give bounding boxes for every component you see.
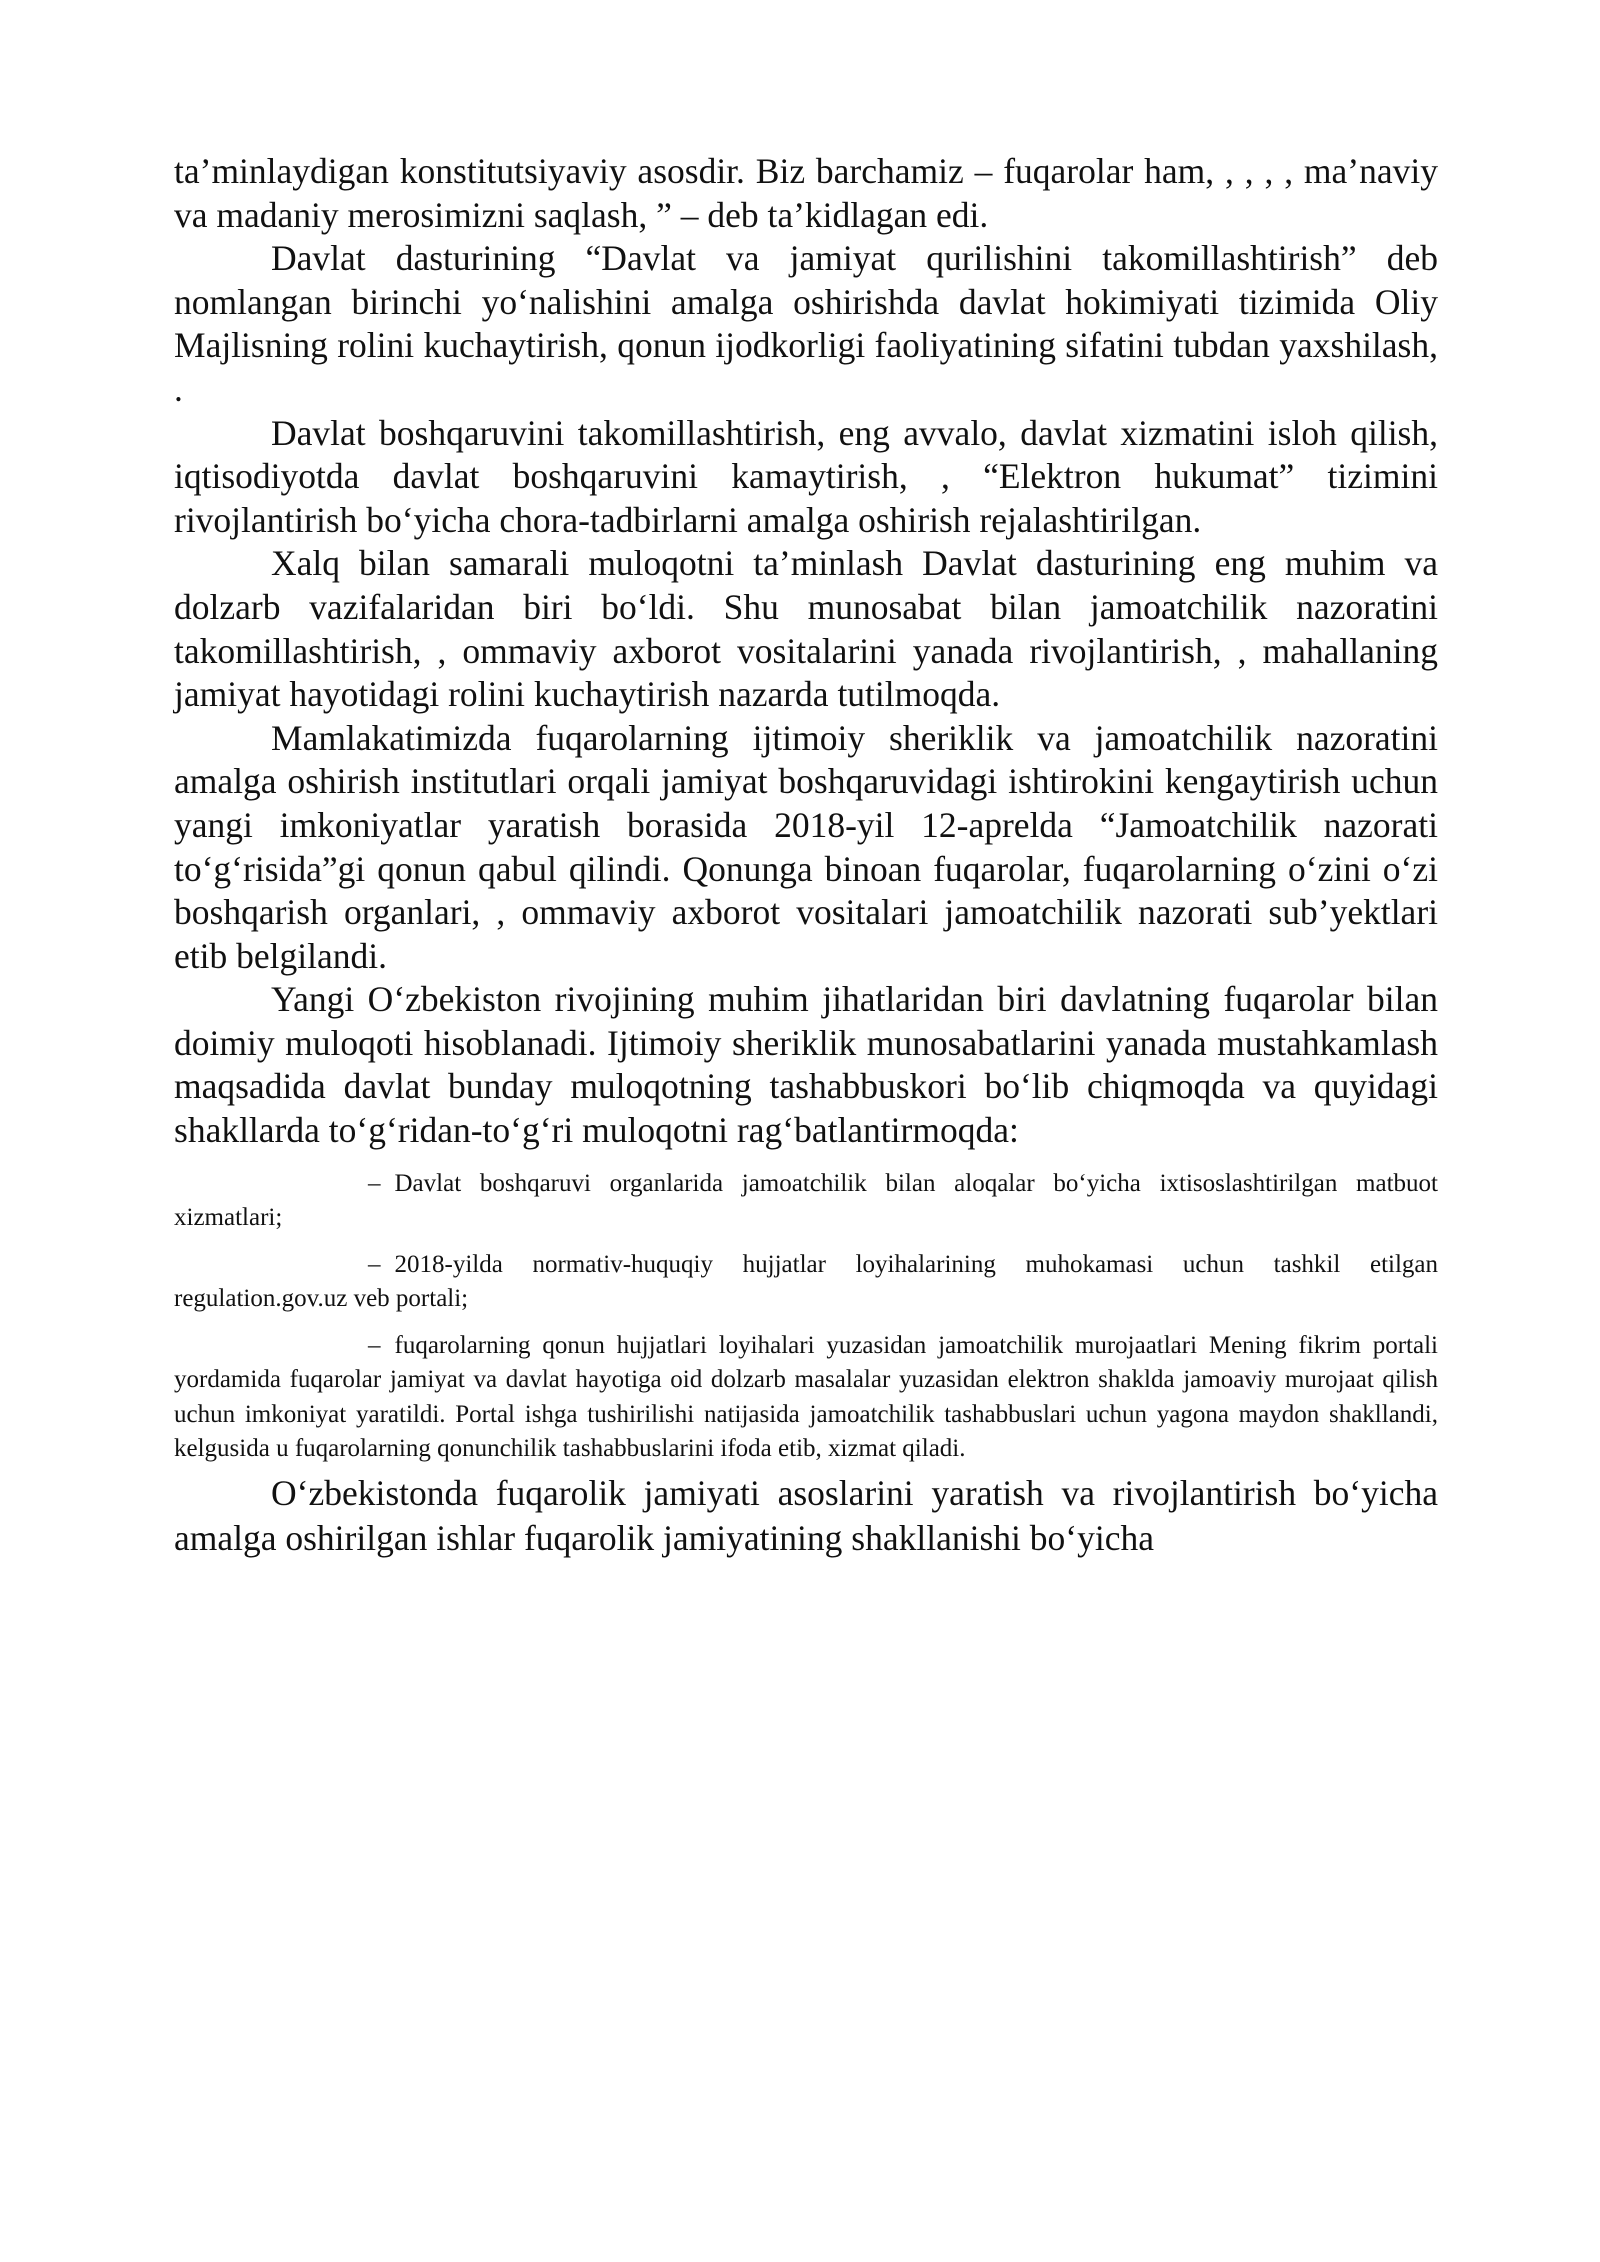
bullet-text: fuqarolarning qonun hujjatlari loyihalari yuzasidan jamoatchilik murojaatlari Mening fikrim portali yordamida fuqarolar jamiyat va davlat hayotiga oid dolzarb masalalar yuzasidan elektron shaklda jamoaviy murojaat qilish uchun imkoniyat yaratildi. Portal ishga tushirilishi natijasida jamoatchilik tashabbuslari uchun yagona maydon shakllandi, kelgusida u fuqarolarning qonunchilik tashabbuslarini ifoda etib, xizmat qiladi. xyxy=(174,1331,1438,1463)
paragraph-jamoatchilik-nazorati: Mamlakatimizda fuqarolarning ijtimoiy sheriklik va jamoatchilik nazoratini amalga oshirish institutlari orqali jamiyat boshqaruvidagi ishtirokini kengaytirish uchun yangi imkoniyatlar yaratish borasida 2018-yil 12-aprelda “Jamoatchilik nazorati to‘g‘risida”gi qonun qabul qilindi. Qonunga binoan fuqarolar, fuqarolarning o‘zini o‘zi boshqarish organlari, , ommaviy axborot vositalari jamoatchilik nazorati sub’yektlari etib belgilandi. xyxy=(174,717,1438,976)
bullet-text: 2018-yilda normativ-huquqiy hujjatlar loyihalarining muhokamasi uchun tashkil etilgan regulation.gov.uz veb portali; xyxy=(174,1250,1438,1313)
dash-marker: – xyxy=(368,1331,381,1359)
paragraph-davlat-dasturi: Davlat dasturining “Davlat va jamiyat qurilishini takomillashtirish” deb nomlangan birinchi yo‘nalishini amalga oshirishda davlat hokimiyati tizimida Oliy Majlisning rolini kuchaytirish, qonun ijodkorligi faoliyatining sifatini tubdan yaxshilash, . xyxy=(174,238,1438,409)
bullet-item xyxy=(174,1248,1438,1317)
bullet-text: Davlat boshqaruvi organlarida jamoatchilik bilan aloqalar bo‘yicha ixtisoslashtirilgan matbuot xizmatlari; xyxy=(174,1169,1438,1232)
bullet-item xyxy=(174,1167,1438,1236)
paragraph-closing: O‘zbekistonda fuqarolik jamiyati asoslarini yaratish va rivojlantirish bo‘yicha amalga oshirilgan ishlar fuqarolik jamiyatining shakllanishi bo‘yicha xyxy=(174,1472,1438,1558)
dash-marker: – xyxy=(368,1250,381,1278)
dash-marker: – xyxy=(368,1169,381,1197)
bullet-item xyxy=(174,1329,1438,1467)
paragraph-xalq-muloqot: Xalq bilan samarali muloqotni ta’minlash Davlat dasturining eng muhim va dolzarb vazifalaridan biri bo‘ldi. Shu munosabat bilan jamoatchilik nazoratini takomillashtirish, , ommaviy axborot vositalarini yanada rivojlantirish, , mahallaning jamiyat hayotidagi rolini kuchaytirish nazarda tutilmoqda. xyxy=(174,543,1438,715)
document-page xyxy=(174,150,1438,1596)
paragraph-davlat-boshqaruvi: Davlat boshqaruvini takomillashtirish, eng avvalo, davlat xizmatini isloh qilish, iqtisodiyotda davlat boshqaruvini kamaytirish, , “Elektron hukumat” tizimini rivojlantirish bo‘yicha chora-tadbirlarni amalga oshirish rejalashtirilgan. xyxy=(174,412,1438,540)
paragraph-yangi-ozbekiston: Yangi O‘zbekiston rivojining muhim jihatlaridan biri davlatning fuqarolar bilan doimiy muloqoti hisoblanadi. Ijtimoiy sheriklik munosabatlarini yanada mustahkamlash maqsadida davlat bunday muloqotning tashabbuskori bo‘lib chiqmoqda va quyidagi shakllarda to‘g‘ridan-to‘g‘ri muloqotni rag‘batlantirmoqda: xyxy=(174,979,1438,1151)
paragraph-continuation: ta’minlaydigan konstitutsiyaviy asosdir. Biz barchamiz – fuqarolar ham, , , , , ma’naviy va madaniy merosimizni saqlash, ” – deb ta’kidlagan edi. xyxy=(174,151,1438,235)
